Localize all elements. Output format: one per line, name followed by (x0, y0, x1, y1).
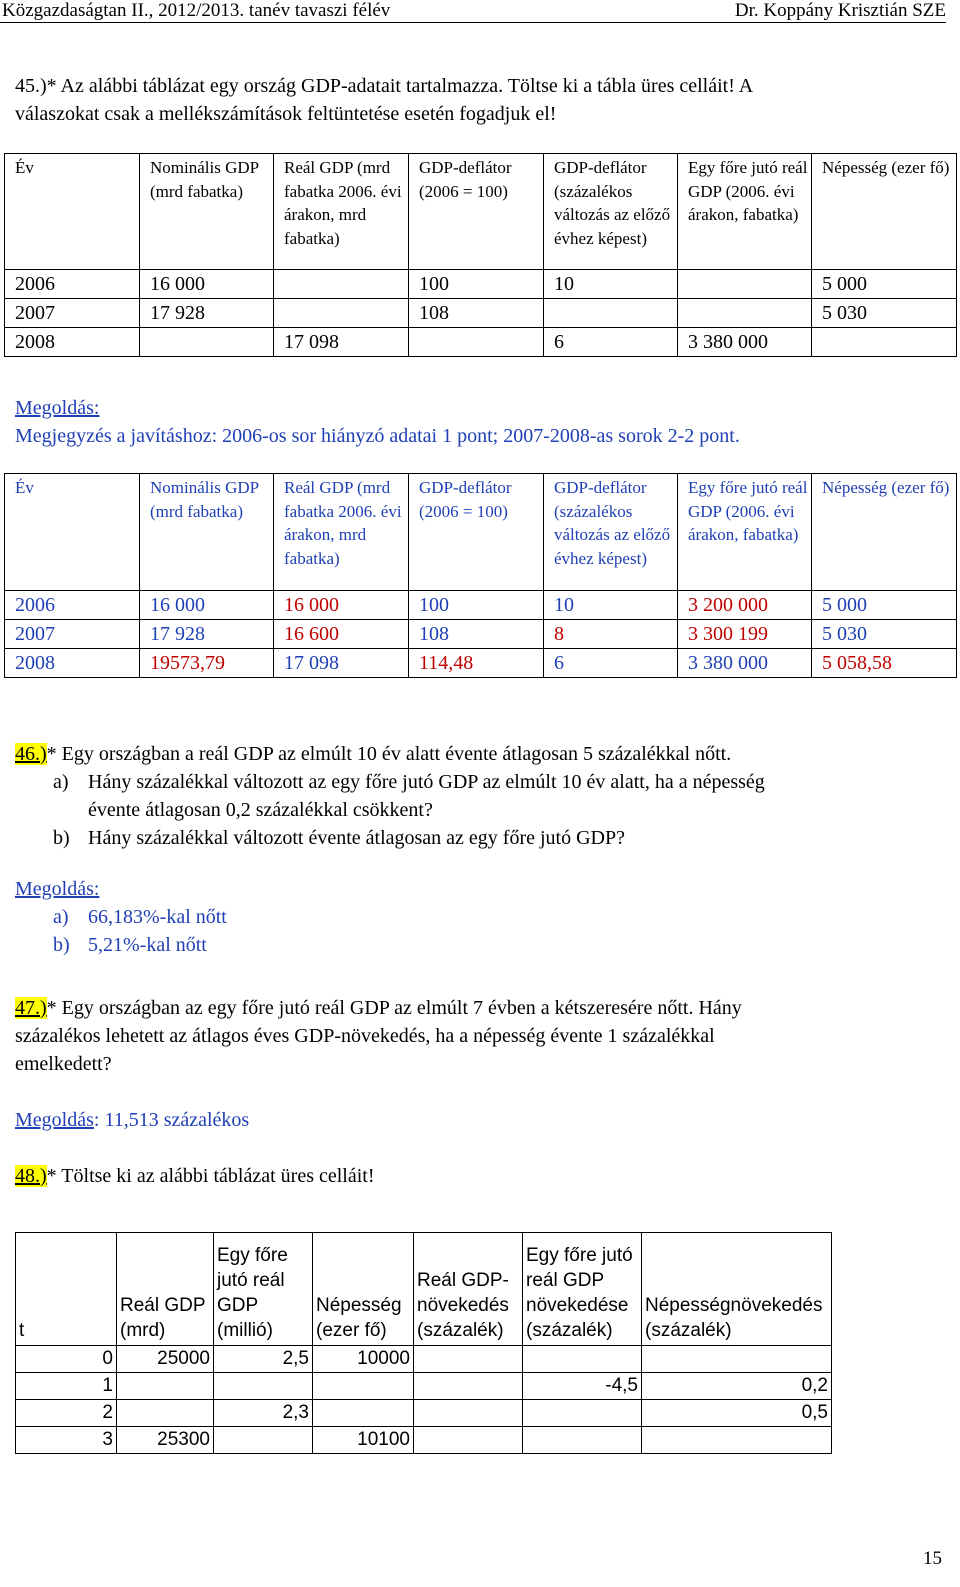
cell: 17 098 (274, 649, 409, 678)
cell: 0,2 (642, 1373, 832, 1400)
cell: 2008 (5, 328, 140, 357)
solution-value: : 11,513 százalékos (93, 1109, 250, 1131)
cell (678, 299, 812, 328)
question-text: * Egy országban az egy főre jutó reál GDP az elmúlt 7 évben a kétszeresére nőtt. Hány (46, 997, 742, 1019)
cell: 108 (409, 620, 544, 649)
cell: 25000 (117, 1346, 214, 1373)
cell: -4,5 (523, 1373, 642, 1400)
table-row (5, 620, 957, 649)
question-text-line3: emelkedett? (15, 1053, 112, 1075)
item-label: a) (53, 771, 69, 793)
cell: 0,5 (642, 1400, 832, 1427)
solution-45 (15, 394, 740, 450)
table-row (5, 328, 957, 357)
header-cell: Reál GDP (mrd fabatka 2006. évi árakon, mrd fabatka) (274, 154, 409, 270)
cell: 2,3 (214, 1400, 313, 1427)
cell: 3 (16, 1427, 117, 1454)
solution-label: Megoldás: (15, 397, 100, 419)
question-number: 47.) (15, 997, 47, 1019)
cell (523, 1427, 642, 1454)
header-cell: Reál GDP (mrd fabatka 2006. évi árakon, mrd fabatka) (274, 474, 409, 591)
cell: 100 (409, 270, 544, 299)
cell: 1 (16, 1373, 117, 1400)
cell: 0 (16, 1346, 117, 1373)
solution-label: Megoldás (15, 1109, 94, 1131)
header-cell: Reál GDP-növekedés (százalék) (414, 1233, 523, 1346)
cell (414, 1373, 523, 1400)
cell: 17 098 (274, 328, 409, 357)
cell (117, 1373, 214, 1400)
question-number: 48.) (15, 1165, 47, 1187)
question-47 (15, 994, 945, 1134)
header-cell: Reál GDP (mrd) (117, 1233, 214, 1346)
table-row (16, 1373, 832, 1400)
cell: 16 000 (274, 591, 409, 620)
question-text-line2: százalékos lehetett az átlagos éves GDP-növekedés, ha a népesség évente 1 százalékkal (15, 1025, 715, 1047)
cell: 5 030 (812, 299, 957, 328)
header-cell: Év (5, 154, 140, 270)
cell: 2 (16, 1400, 117, 1427)
cell: 2006 (5, 270, 140, 299)
question-45-line2: válaszokat csak a mellékszámítások feltüntetése esetén fogadjuk el! (15, 103, 557, 125)
cell (523, 1346, 642, 1373)
cell (414, 1346, 523, 1373)
cell (523, 1400, 642, 1427)
cell (313, 1373, 414, 1400)
cell: 5 000 (812, 270, 957, 299)
table-45-blank (4, 153, 957, 357)
question-46 (15, 740, 945, 959)
header-cell: Egy főre jutó reál GDP (millió) (214, 1233, 313, 1346)
cell: 17 928 (140, 299, 274, 328)
cell: 5 000 (812, 591, 957, 620)
header-cell: Népességnövekedés (százalék) (642, 1233, 832, 1346)
header-cell: GDP-deflátor (2006 = 100) (409, 474, 544, 591)
question-48 (15, 1162, 375, 1190)
cell (409, 328, 544, 357)
header-cell: GDP-deflátor (százalékos változás az előző évhez képest) (544, 474, 678, 591)
header-cell: GDP-deflátor (százalékos változás az előző évhez képest) (544, 154, 678, 270)
cell (140, 328, 274, 357)
item-a-line1: Hány százalékkal változott az egy főre jutó GDP az elmúlt 10 év alatt, ha a népesség (88, 771, 765, 793)
cell (642, 1346, 832, 1373)
cell: 10100 (313, 1427, 414, 1454)
cell: 3 200 000 (678, 591, 812, 620)
cell: 2007 (5, 620, 140, 649)
cell (313, 1400, 414, 1427)
cell: 5 058,58 (812, 649, 957, 678)
cell: 2006 (5, 591, 140, 620)
cell: 2008 (5, 649, 140, 678)
table-row (16, 1346, 832, 1373)
item-b: Hány százalékkal változott évente átlagosan az egy főre jutó GDP? (88, 827, 626, 849)
question-45 (15, 72, 753, 128)
cell: 16 000 (140, 591, 274, 620)
question-number: 46.) (15, 743, 47, 765)
cell: 10 (544, 591, 678, 620)
table-row (16, 1400, 832, 1427)
item-a-line2: évente átlagosan 0,2 százalékkal csökkent? (88, 799, 433, 821)
cell (642, 1427, 832, 1454)
cell: 10000 (313, 1346, 414, 1373)
item-label: a) (53, 906, 69, 928)
cell: 3 300 199 (678, 620, 812, 649)
cell: 6 (544, 649, 678, 678)
cell: 5 030 (812, 620, 957, 649)
cell (214, 1427, 313, 1454)
cell: 3 380 000 (678, 649, 812, 678)
answer-b: 5,21%-kal nőtt (88, 934, 207, 956)
header-cell: Népesség (ezer fő) (812, 474, 957, 591)
page-number: 15 (923, 1548, 942, 1569)
header-cell: t (16, 1233, 117, 1346)
page-header (0, 0, 946, 23)
cell: 16 000 (140, 270, 274, 299)
header-cell: Népesség (ezer fő) (812, 154, 957, 270)
cell: 2007 (5, 299, 140, 328)
table-45-solution (4, 473, 957, 678)
answer-a: 66,183%-kal nőtt (88, 906, 227, 928)
table-header-row (5, 154, 957, 270)
cell: 6 (544, 328, 678, 357)
question-text: * Egy országban a reál GDP az elmúlt 10 év alatt évente átlagosan 5 százalékkal nőtt. (46, 743, 732, 765)
cell (274, 270, 409, 299)
cell (214, 1373, 313, 1400)
cell (414, 1427, 523, 1454)
header-cell: Egy főre jutó reál GDP növekedése (százalék) (523, 1233, 642, 1346)
grading-note: Megjegyzés a javításhoz: 2006-os sor hiányzó adatai 1 pont; 2007-2008-as sorok 2-2 pont. (15, 425, 740, 447)
header-cell: GDP-deflátor (2006 = 100) (409, 154, 544, 270)
cell: 19573,79 (140, 649, 274, 678)
header-cell: Nominális GDP (mrd fabatka) (140, 474, 274, 591)
cell: 3 380 000 (678, 328, 812, 357)
cell: 10 (544, 270, 678, 299)
table-row (5, 591, 957, 620)
header-cell: Egy főre jutó reál GDP (2006. évi árakon, fabatka) (678, 474, 812, 591)
solution-label: Megoldás: (15, 878, 100, 900)
cell (678, 270, 812, 299)
cell: 114,48 (409, 649, 544, 678)
cell: 17 928 (140, 620, 274, 649)
table-header-row (16, 1233, 832, 1346)
table-48 (15, 1232, 832, 1454)
cell (274, 299, 409, 328)
item-label: b) (53, 827, 70, 849)
cell (414, 1400, 523, 1427)
cell (812, 328, 957, 357)
cell: 2,5 (214, 1346, 313, 1373)
cell: 25300 (117, 1427, 214, 1454)
header-cell: Év (5, 474, 140, 591)
cell: 108 (409, 299, 544, 328)
header-course: Közgazdaságtan II., 2012/2013. tanév tavaszi félév (2, 0, 391, 21)
table-row (5, 270, 957, 299)
header-author: Dr. Koppány Krisztián SZE (734, 0, 946, 21)
cell: 16 600 (274, 620, 409, 649)
question-text: * Töltse ki az alábbi táblázat üres celláit! (46, 1165, 375, 1187)
header-cell: Egy főre jutó reál GDP (2006. évi árakon, fabatka) (678, 154, 812, 270)
table-row (5, 649, 957, 678)
table-row (16, 1427, 832, 1454)
cell (117, 1400, 214, 1427)
cell: 100 (409, 591, 544, 620)
item-label: b) (53, 934, 70, 956)
table-row (5, 299, 957, 328)
cell (544, 299, 678, 328)
header-cell: Népesség (ezer fő) (313, 1233, 414, 1346)
question-45-line1: 45.)* Az alábbi táblázat egy ország GDP-adatait tartalmazza. Töltse ki a tábla üres celláit! A (15, 75, 754, 97)
cell: 8 (544, 620, 678, 649)
table-header-row (5, 474, 957, 591)
header-cell: Nominális GDP (mrd fabatka) (140, 154, 274, 270)
